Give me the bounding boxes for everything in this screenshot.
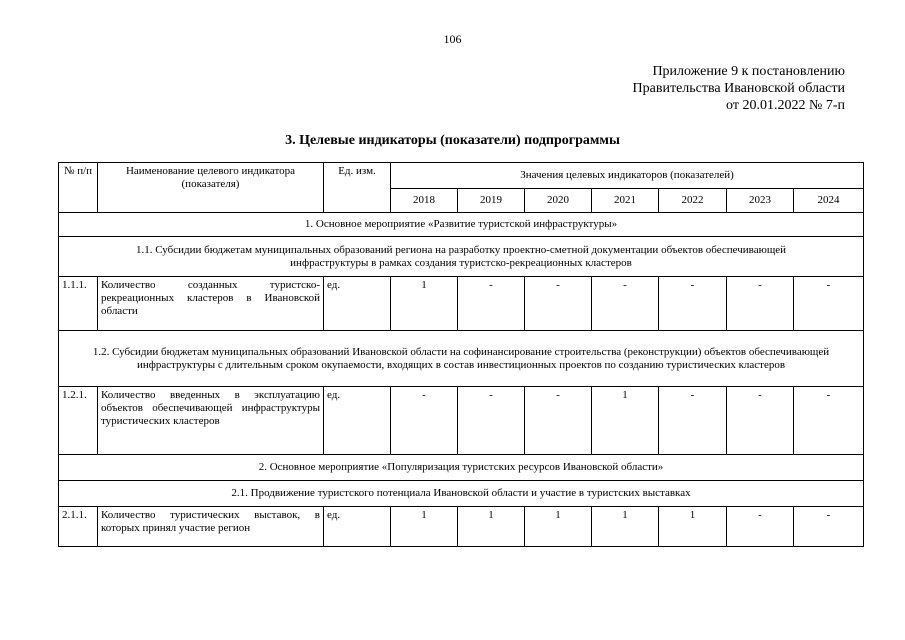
row-value: -: [727, 277, 794, 331]
row-value: 1: [458, 507, 525, 547]
header-year: 2018: [391, 189, 458, 213]
row-indicator-name: Количество созданных туристско-рекреационных кластеров в Ивановской области: [98, 277, 324, 331]
appendix-line-1: Приложение 9 к постановлению: [652, 64, 845, 79]
row-value: -: [525, 277, 592, 331]
table-row: [59, 387, 864, 455]
header-year: 2019: [458, 189, 525, 213]
page-number: 106: [443, 32, 462, 46]
indicators-table: [58, 162, 864, 547]
appendix-line-2: Правительства Ивановской области: [632, 81, 845, 96]
row-value: -: [525, 387, 592, 455]
row-value: -: [794, 387, 864, 455]
row-value: 1: [525, 507, 592, 547]
row-value: 1: [659, 507, 727, 547]
header-num: № п/п: [59, 163, 98, 213]
subsection-1-2-title: 1.2. Субсидии бюджетам муниципальных образований Ивановской области на софинансирование строительства (реконструкции) объектов обеспечивающей инфраструктуры с длительным сроком окупаемости, входящих в состав инвестиционных проектов по созданию туристических кластеров: [59, 331, 864, 387]
header-unit: Ед. изм.: [324, 163, 391, 213]
row-value: -: [391, 387, 458, 455]
row-value: -: [659, 387, 727, 455]
table-row: [59, 507, 864, 547]
header-year: 2024: [794, 189, 864, 213]
header-year: 2022: [659, 189, 727, 213]
row-value: -: [592, 277, 659, 331]
appendix-line-3: от 20.01.2022 № 7-п: [726, 98, 845, 113]
row-unit: ед.: [324, 277, 391, 331]
row-unit: ед.: [324, 387, 391, 455]
row-value: 1: [592, 387, 659, 455]
header-year: 2023: [727, 189, 794, 213]
subsection-1-1-title: 1.1. Субсидии бюджетам муниципальных образований региона на разработку проектно-сметной документации объектов обеспечивающей инфраструктуры в рамках создания туристско-рекреационных кластеров: [59, 237, 864, 277]
row-value: 1: [391, 507, 458, 547]
row-value: 1: [391, 277, 458, 331]
section-2-title: 2. Основное мероприятие «Популяризация туристских ресурсов Ивановской области»: [59, 455, 864, 481]
row-value: -: [727, 507, 794, 547]
row-num: 1.1.1.: [59, 277, 98, 331]
header-name: Наименование целевого индикатора (показателя): [98, 163, 324, 213]
row-indicator-name: Количество туристических выставок, в которых принял участие регион: [98, 507, 324, 547]
row-indicator-name: Количество введенных в эксплуатацию объектов обеспечивающей инфраструктуры туристических кластеров: [98, 387, 324, 455]
header-values-group: Значения целевых индикаторов (показателей): [391, 163, 864, 189]
subsection-2-1-title: 2.1. Продвижение туристского потенциала Ивановской области и участие в туристских выставках: [59, 481, 864, 507]
table-row: [59, 277, 864, 331]
section-1-title: 1. Основное мероприятие «Развитие туристской инфраструктуры»: [59, 213, 864, 237]
row-value: -: [794, 277, 864, 331]
row-unit: ед.: [324, 507, 391, 547]
document-title: 3. Целевые индикаторы (показатели) подпрограммы: [285, 133, 620, 148]
header-year: 2020: [525, 189, 592, 213]
appendix-note: [633, 63, 845, 114]
header-year: 2021: [592, 189, 659, 213]
row-value: -: [458, 387, 525, 455]
row-value: -: [458, 277, 525, 331]
row-num: 2.1.1.: [59, 507, 98, 547]
row-value: 1: [592, 507, 659, 547]
row-value: -: [659, 277, 727, 331]
row-value: -: [727, 387, 794, 455]
row-value: -: [794, 507, 864, 547]
row-num: 1.2.1.: [59, 387, 98, 455]
